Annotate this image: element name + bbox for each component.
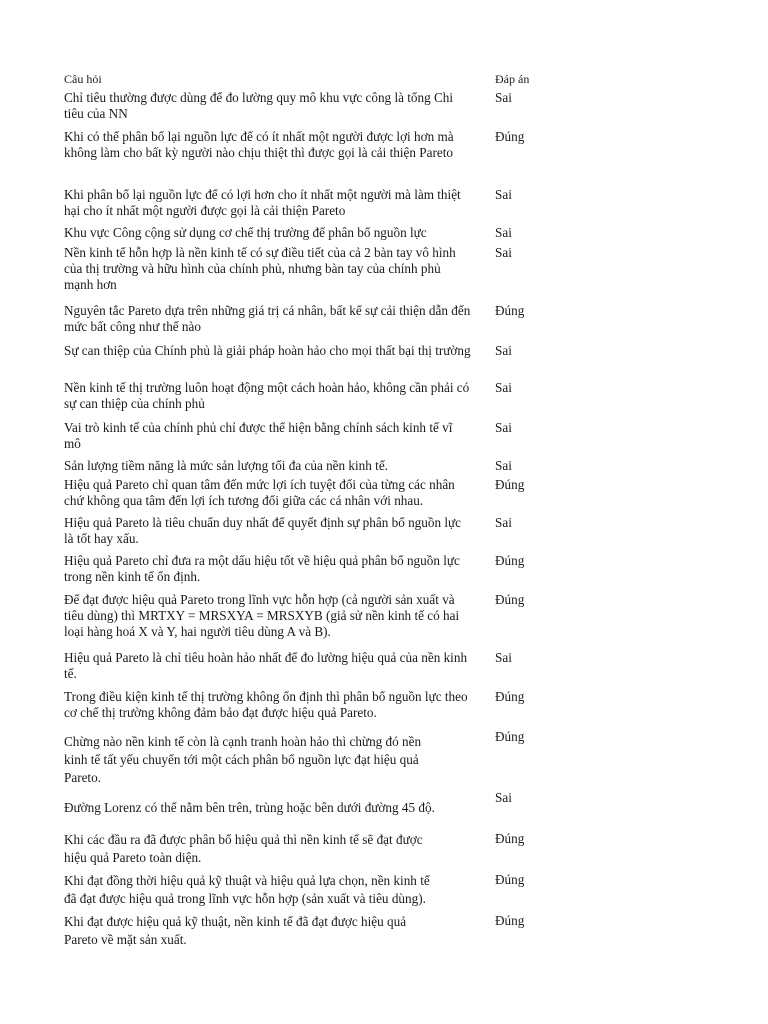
question-text: Hiệu quả Pareto là tiêu chuẩn duy nhất để quyết định sự phân bổ nguồn lực là tốt hay xấu.: [64, 515, 462, 546]
answer-text: Sai: [495, 225, 512, 240]
answer-text: Sai: [495, 187, 512, 202]
answer-text: Đúng: [495, 831, 525, 846]
question-text: Sự can thiệp của Chính phủ là giải pháp hoàn hảo cho mọi thất bại thị trường: [64, 343, 471, 358]
question-text: Hiệu quả Pareto chỉ đưa ra một dấu hiệu tốt về hiệu quả phân bổ nguồn lực trong nền kinh tế ổn định.: [64, 553, 460, 584]
question-text: Khi đạt đồng thời hiệu quả kỹ thuật và hiệu quả lựa chọn, nền kinh tế đã đạt được hiệu quả trong lĩnh vực hỗn hợp (sản xuất và tiêu dùng).: [64, 873, 430, 906]
question-text: Khi có thể phân bổ lại nguồn lực để có ít nhất một người được lợi hơn mà không làm cho bất kỳ người nào chịu thiệt thì được gọi là cải thiện Pareto: [64, 129, 454, 160]
answer-text: Đúng: [495, 592, 525, 607]
answer-text: Đúng: [495, 129, 525, 144]
answer-text: Sai: [495, 650, 512, 665]
question-text: Hiệu quả Pareto chỉ quan tâm đến mức lợi ích tuyệt đối của từng các nhân chứ không qua tâm đến lợi ích tương đối giữa các cá nhân với nhau.: [64, 477, 455, 508]
question-text: Nền kinh tế hỗn hợp là nền kinh tế có sự điều tiết của cả 2 bàn tay vô hình của thị trường và hữu hình của chính phủ, nhưng bàn tay của chính phủ mạnh hơn: [64, 245, 456, 292]
answer-text: Đúng: [495, 913, 525, 928]
answer-text: Sai: [495, 90, 512, 105]
question-text: Khi các đầu ra đã được phân bổ hiệu quả thì nền kinh tế sẽ đạt được hiệu quả Pareto toàn diện.: [64, 832, 423, 865]
question-text: Nguyên tắc Pareto dựa trên những giá trị cá nhân, bất kể sự cải thiện dẫn đến mức bất công như thế nào: [64, 303, 471, 334]
answer-text: Sai: [495, 458, 512, 473]
answer-text: Đúng: [495, 729, 525, 744]
question-text: Chừng nào nền kinh tế còn là cạnh tranh hoàn hảo thì chừng đó nền kinh tế tất yếu chuyển tới một cách phân bổ nguồn lực đạt hiệu quả Pareto.: [64, 734, 422, 785]
question-column-header: Câu hỏi: [64, 72, 102, 86]
answer-text: Sai: [495, 790, 512, 805]
question-text: Sản lượng tiềm năng là mức sản lượng tối đa của nền kinh tế.: [64, 458, 388, 473]
question-text: Hiệu quả Pareto là chỉ tiêu hoàn hảo nhất để đo lường hiệu quả của nền kinh tế.: [64, 650, 468, 681]
question-text: Đường Lorenz có thể nằm bên trên, trùng hoặc bên dưới đường 45 độ.: [64, 800, 435, 815]
answer-text: Đúng: [495, 477, 525, 492]
answer-text: Sai: [495, 245, 512, 260]
question-text: Để đạt được hiệu quả Pareto trong lĩnh vực hỗn hợp (cả người sản xuất và tiêu dùng) thì MRTXY = MRSXYA = MRSXYB (giả sử nền kinh tế có hai loại hàng hoá X và Y, hai người tiêu dùng A và B).: [64, 592, 460, 639]
answer-text: Sai: [495, 343, 512, 358]
answer-text: Đúng: [495, 872, 525, 887]
answer-column-header: Đáp án: [495, 72, 530, 86]
answer-text: Đúng: [495, 689, 525, 704]
question-text: Khu vực Công cộng sử dụng cơ chế thị trường để phân bổ nguồn lực: [64, 225, 427, 240]
question-text: Chỉ tiêu thường được dùng để đo lường quy mô khu vực công là tổng Chi tiêu của NN: [64, 90, 454, 121]
answer-text: Đúng: [495, 553, 525, 568]
answer-text: Đúng: [495, 303, 525, 318]
question-text: Khi phân bổ lại nguồn lực để có lợi hơn cho ít nhất một người mà làm thiệt hại cho ít nhất một người được gọi là cải thiện Pareto: [64, 187, 461, 218]
question-text: Khi đạt được hiệu quả kỹ thuật, nền kinh tế đã đạt được hiệu quả Pareto về mặt sản xuất.: [64, 914, 407, 947]
question-text: Nền kinh tế thị trường luôn hoạt động một cách hoàn hảo, không cần phải có sự can thiệp của chính phủ: [64, 380, 470, 411]
question-text: Trong điều kiện kinh tế thị trường không ổn định thì phân bổ nguồn lực theo cơ chế thị trường không đảm bảo đạt được hiệu quả Pareto.: [64, 689, 468, 720]
question-text: Vai trò kinh tế của chính phủ chỉ được thể hiện bằng chính sách kinh tế vĩ mô: [64, 420, 453, 451]
answer-text: Sai: [495, 515, 512, 530]
answer-text: Sai: [495, 420, 512, 435]
answer-text: Sai: [495, 380, 512, 395]
